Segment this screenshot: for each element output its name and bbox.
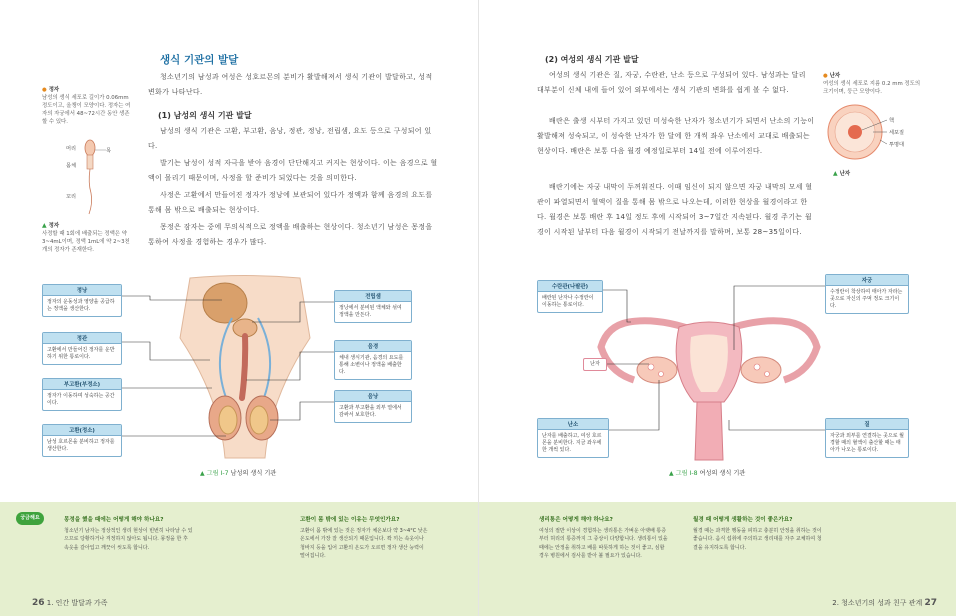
footer-qa-1: 몽정을 했을 때에는 어떻게 해야 하나요? 청소년기 남자는 정상적인 생리 현상이 빈번히 나타날 수 있으므로 당황하거나 걱정하지 않아도 됩니다. 몽정을 한 후 속옷을 갈아입고 깨끗이 씻도록 합니다. <box>64 517 193 551</box>
label-box-vas-deferens: 정관 고환에서 만들어진 정자를 운반하기 위한 통로이다. <box>42 332 122 365</box>
egg-label-cytoplasm: 세포질 <box>889 130 905 136</box>
sperm-label-tail: 꼬리 <box>66 194 77 200</box>
page-number-right: 2. 청소년기의 성과 친구 관계 27 <box>832 598 937 608</box>
male-paragraph-4: 몽정은 잠자는 중에 무의식적으로 정액을 배출하는 현상이다. 청소년기 남성은 몽정을 통하여 사정을 경험하는 경우가 많다. <box>148 223 433 246</box>
right-footer <box>479 502 956 616</box>
sperm-illustration <box>80 138 120 218</box>
female-paragraph-1: 여성의 생식 기관은 질, 자궁, 수란관, 난소 등으로 구성되어 있다. 남성과는 달리 대부분이 신체 내에 들어 있어 외부에서는 생식 기관의 변화를 쉽게 볼 수 없다. <box>537 71 806 94</box>
label-box-uterus: 자궁 수정란이 착상하여 태아가 자라는 곳으로 자신의 주먹 정도 크기이다. <box>825 274 909 314</box>
male-subheading: (1) 남성의 생식 기관 발달 <box>158 111 252 120</box>
triangle-icon: ▲ <box>669 470 674 477</box>
bullet-icon: ● <box>42 87 47 93</box>
female-heading: (2) 여성의 생식 기관 발달 <box>545 55 639 64</box>
right-page <box>478 0 956 616</box>
label-box-penis: 음경 체내 생식기관, 음경의 요도를 통해 소변이나 정액을 배출한다. <box>334 340 412 380</box>
egg-caption: ▲ 난자 <box>833 170 851 177</box>
sperm-label-neck: 목 <box>106 148 112 154</box>
triangle-icon: ▲ <box>200 470 205 477</box>
ovary-tag: 난자 <box>583 358 607 371</box>
egg-label-zona: 투명대 <box>889 142 905 148</box>
male-paragraph-1: 남성의 생식 기관은 고환, 부고환, 음낭, 정관, 정낭, 전립샘, 요도 등으로 구성되어 있다. <box>148 127 432 150</box>
female-paragraph-2: 배란은 출생 시부터 가지고 있던 미성숙한 난자가 청소년기가 되면서 난소의 기능이 활발해져 성숙되고, 이 성숙한 난자가 한 달에 한 개씩 좌우 난소에서 교대로 배출되는 현상이다. 배란은 보통 다음 월경 예정일로부터 14일 전에 이루어진다. <box>537 117 815 155</box>
egg-illustration <box>825 102 885 162</box>
male-leader-lines <box>0 270 478 470</box>
label-box-scrotum: 음낭 고환과 부고환을 외부 열에서 감싸서 보호한다. <box>334 390 412 423</box>
left-footer <box>0 502 478 616</box>
triangle-icon: ▲ <box>42 222 47 229</box>
footer-qa-3: 생리통은 어떻게 해야 하나요? 여성의 절반 이상이 경험하는 생리통은 가벼운 아랫배 통증부터 허리의 통증까지 그 증상이 다양합니다. 생리통이 있을 때에는 안정을 취하고 배를 따뜻하게 하는 것이 좋고, 심할 경우 병원에서 검사를 받아 볼 필요가 있습니다. <box>539 517 668 560</box>
intro-paragraph: 청소년기의 남성과 여성은 성호르몬의 분비가 활발해져서 생식 기관이 발달하고, 성적 변화가 나타난다. <box>148 73 433 96</box>
label-box-epididymis: 부고환(부정소) 정자가 이동하며 성숙하는 공간이다. <box>42 378 122 411</box>
male-paragraph-2: 발기는 남성이 성적 자극을 받아 음경이 단단해지고 커지는 현상이다. 이는 음경으로 혈액이 몰리기 때문이며, 사정을 할 준비가 되었다는 것을 의미한다. <box>148 159 438 182</box>
egg-note: ● 난자 여성의 생식 세포로 지름 0.2 mm 정도의 크기이며, 둥근 모양이다. <box>823 73 921 95</box>
label-box-oviduct: 수란관(나팔관) 배란된 난자나 수정란이 이동하는 통로이다. <box>537 280 603 313</box>
sperm-note: ● 정자 남성의 생식 세포로 길이가 0.06mm 정도이고, 올챙이 모양이다. 정자는 여자의 자궁에서 48~72시간 동안 생존할 수 있다. <box>42 87 131 125</box>
female-leader-lines <box>479 270 956 470</box>
sperm-description: 남성의 생식 세포로 길이가 0.06mm 정도이고, 올챙이 모양이다. 정자는 여자의 자궁에서 48~72시간 동안 생존할 수 있다. <box>42 95 131 125</box>
egg-label-nucleus: 핵 <box>889 118 895 124</box>
bullet-icon: ● <box>823 73 828 79</box>
label-box-ovary: 난소 난자를 배출하고, 여성 호르몬을 분비한다. 지금 좌우에 한 개씩 있다. <box>537 418 609 458</box>
label-box-seminal-vesicle: 정낭 정자의 운동성과 영양을 공급하는 정액을 생산한다. <box>42 284 122 317</box>
footer-qa-2: 고환이 몸 밖에 있는 이유는 무엇인가요? 고환이 몸 밖에 있는 것은 정자가 체온보다 약 3~4°C 낮은 온도에서 가장 잘 생산되기 때문입니다. 꽉 끼는 속옷이나 청바지 등을 입어 고환의 온도가 오르면 정자 생산 능력이 떨어집니다. <box>300 517 428 560</box>
male-figure-caption: ▲ 그림 Ⅰ-7 남성의 생식 기관 <box>200 470 277 477</box>
label-box-testis: 고환(정소) 남성 호르몬을 분비하고 정자를 생산한다. <box>42 424 122 457</box>
female-figure-caption: ▲ 그림 Ⅰ-8 여성의 생식 기관 <box>669 470 746 477</box>
page-number-left: 26 1. 인간 발달과 가족 <box>32 598 108 608</box>
sperm-label-head: 머리 <box>66 146 77 152</box>
sperm-label-body: 몸체 <box>66 163 77 169</box>
male-paragraph-3: 사정은 고환에서 만들어진 정자가 정낭에 보관되어 있다가 정액과 함께 음경의 요도를 통해 몸 밖으로 배출되는 현상이다. <box>148 191 433 214</box>
footer-badge: 궁금해요 <box>16 512 44 525</box>
label-box-prostate: 전립샘 정낭에서 분비된 액체와 섞여 정액을 만든다. <box>334 290 412 323</box>
footer-qa-4: 월경 때 어떻게 생활하는 것이 좋은가요? 월경 때는 과격한 행동을 피하고 충분히 안정을 취하는 것이 좋습니다. 음식 섭취에 주의하고 생리대를 자주 교체하여 청결을 유지하도록 합니다. <box>693 517 822 551</box>
female-paragraph-3: 배란기에는 자궁 내막이 두꺼워진다. 이때 임신이 되지 않으면 자궁 내막의 모세 혈관이 파열되면서 혈액이 질을 통해 몸 밖으로 나오는데, 이러한 현상을 월경이라고 한다. 월경은 보통 배란 후 14일 정도 후에 시작되어 3~7일간 지속된다. 월경 주기는 월경이 시작된 날부터 다음 월경이 시작되기 전날까지를 말하며, 보통 28~35일이다. <box>537 183 813 236</box>
triangle-icon: ▲ <box>833 170 838 177</box>
label-box-vagina: 질 자궁과 외부를 연결하는 곳으로 월경할 때의 혈액이 출산할 때는 태아가 나오는 통로이다. <box>825 418 909 458</box>
section-heading: 생식 기관의 발달 <box>160 54 239 66</box>
sperm-caption: ▲ 정자 사정할 때 1회에 배출되는 정액은 약 3~4mL이며, 정액 1mL에 약 2~3천 개의 정자가 존재한다. <box>42 222 130 253</box>
